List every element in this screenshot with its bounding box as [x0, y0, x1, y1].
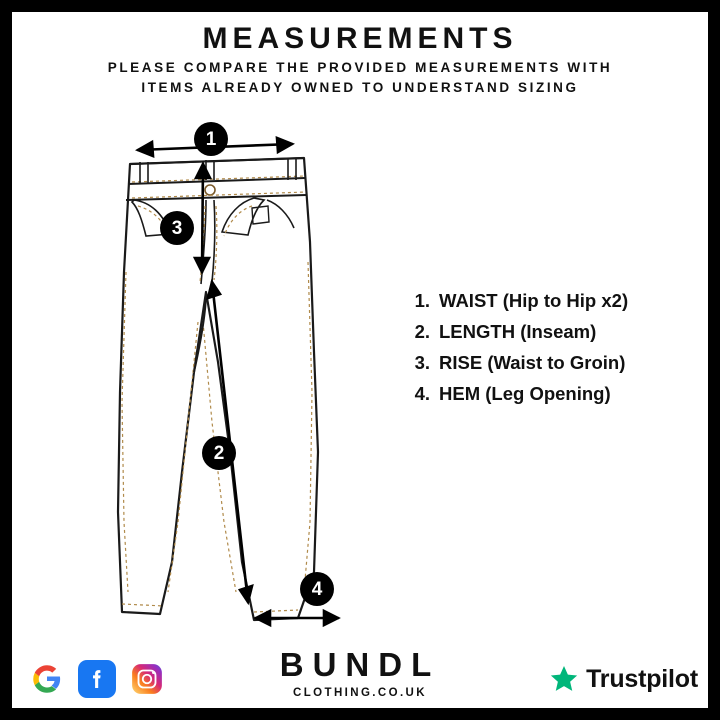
social-links	[28, 660, 166, 698]
legend-number: 3.	[414, 352, 430, 373]
list-item	[404, 290, 694, 312]
jeans-illustration	[102, 122, 392, 632]
legend-label: RISE (Waist to Groin)	[439, 352, 626, 373]
badge-hem: 4	[300, 572, 334, 606]
badge-waist: 1	[194, 122, 228, 156]
google-icon[interactable]	[28, 660, 66, 698]
page-title: MEASUREMENTS	[202, 22, 518, 55]
list-item	[404, 383, 694, 405]
brand-logo	[260, 648, 460, 699]
legend-label: HEM (Leg Opening)	[439, 383, 611, 404]
trustpilot-label: Trustpilot	[586, 664, 698, 693]
facebook-icon[interactable]	[78, 660, 116, 698]
badge-length: 2	[202, 436, 236, 470]
list-item	[404, 321, 694, 343]
instagram-icon[interactable]	[128, 660, 166, 698]
subtitle-line-2: ITEMS ALREADY OWNED TO UNDERSTAND SIZING	[141, 80, 579, 95]
trustpilot-badge[interactable]	[549, 664, 698, 694]
brand-name: BUNDL	[279, 646, 441, 683]
measurement-legend	[404, 290, 694, 414]
legend-label: WAIST (Hip to Hip x2)	[439, 290, 629, 311]
badge-rise: 3	[160, 211, 194, 245]
white-canvas	[12, 12, 708, 708]
page-subtitle	[52, 58, 668, 98]
legend-number: 1.	[414, 290, 430, 311]
brand-domain: CLOTHING.CO.UK	[293, 687, 427, 699]
list-item	[404, 352, 694, 374]
legend-label: LENGTH (Inseam)	[439, 321, 597, 342]
legend-number: 2.	[414, 321, 430, 342]
trustpilot-star-icon	[549, 664, 579, 694]
legend-number: 4.	[414, 383, 430, 404]
subtitle-line-1: PLEASE COMPARE THE PROVIDED MEASUREMENTS WITH	[107, 60, 613, 75]
